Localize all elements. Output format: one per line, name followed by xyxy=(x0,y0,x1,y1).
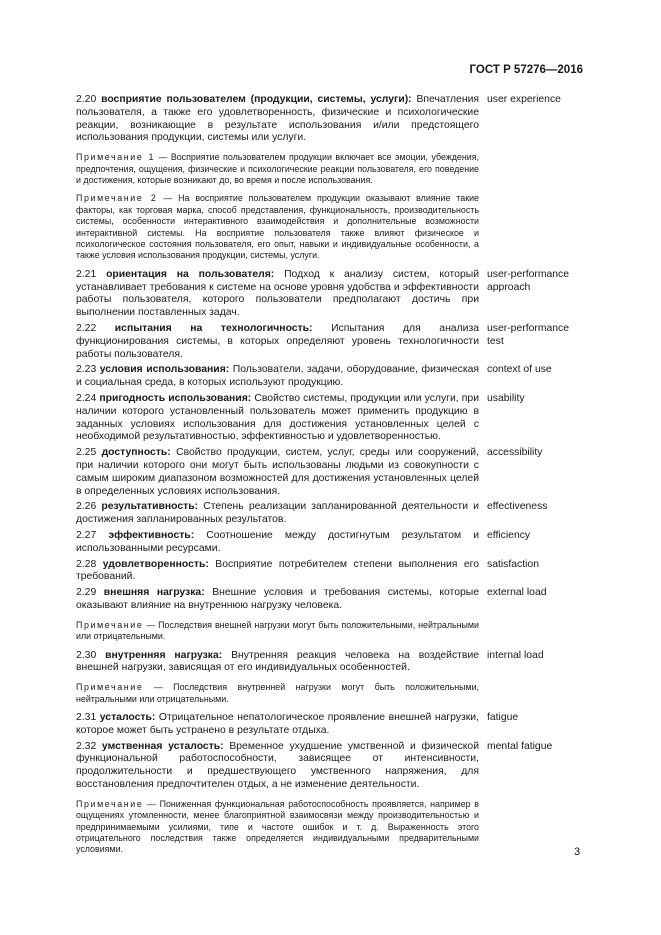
term-number: 2.30 xyxy=(76,649,97,661)
term-name: внешняя нагрузка: xyxy=(103,587,205,599)
term-name: восприятие пользователем (продукции, системы, услуги): xyxy=(101,94,412,105)
term-entry xyxy=(76,447,596,498)
term-note xyxy=(76,620,479,643)
term-definition xyxy=(76,94,479,145)
english-equivalent: internal load xyxy=(487,649,544,661)
english-equivalent: fatigue xyxy=(487,711,519,723)
note-label: Примечание xyxy=(76,798,144,809)
term-entry xyxy=(76,269,596,320)
term-entry xyxy=(76,94,596,145)
document-standard-header: ГОСТ Р 57276—2016 xyxy=(469,64,583,76)
english-equivalent: user experience xyxy=(487,94,561,105)
note-label: Примечание 1 xyxy=(76,152,155,163)
term-number: 2.27 xyxy=(76,529,97,541)
term-definition xyxy=(76,447,479,498)
english-equivalent: user-performance test xyxy=(487,323,570,347)
term-name: условия использования: xyxy=(99,364,230,376)
english-equivalent: accessibility xyxy=(487,447,543,459)
term-number: 2.29 xyxy=(76,587,97,599)
note-label: Примечание 2 xyxy=(76,193,158,204)
english-equivalent: satisfaction xyxy=(487,558,539,570)
term-name: результативность: xyxy=(101,501,199,513)
term-text: Испытания для анализа функционирования системы, в которых определяют уровень технологичности работы пользователя. xyxy=(76,323,479,360)
term-definition xyxy=(76,650,479,676)
term-text: Впечатления пользователя, а также его удовлетворенность, физические и психологические реакции, возникающие в результате использования и/или предстоящего использования продукции, системы или услуги. xyxy=(76,94,479,144)
term-note xyxy=(76,682,479,705)
english-equivalent: context of use xyxy=(487,364,552,376)
term-definition xyxy=(76,323,479,361)
note-text: — Восприятие пользователем продукции включает все эмоции, убеждения, предпочтения, ощущения, физические и психологические реакции пользователя, его поведение и достижения, которые возникают до, во время и после использования. xyxy=(76,152,479,185)
term-text: Восприятие потребителем степени выполнения его требований. xyxy=(76,558,480,583)
term-number: 2.28 xyxy=(76,558,97,570)
term-name: удовлетворенность: xyxy=(102,558,209,570)
term-entry xyxy=(76,559,596,585)
terms-section xyxy=(76,94,596,863)
term-note xyxy=(76,799,479,856)
term-number: 2.25 xyxy=(76,447,97,459)
term-entry xyxy=(76,323,596,361)
term-text: Свойство продукции, систем, услуг, среды или сооружений, при наличии которого они могут быть использованы людьми из совокупности с самым широким диапазоном возможностей для достижения установленных целей в определенных условиях использования. xyxy=(76,447,479,497)
page-number: 3 xyxy=(574,846,581,858)
term-name: усталость: xyxy=(99,711,156,723)
term-definition xyxy=(76,559,479,585)
note-label: Примечание xyxy=(76,682,144,693)
term-text: Соотношение между достигнутым результатом и использованными ресурсами. xyxy=(76,529,480,554)
term-definition xyxy=(76,587,479,613)
term-definition xyxy=(76,501,479,527)
english-equivalent: effectiveness xyxy=(487,501,548,513)
term-number: 2.20 xyxy=(76,94,97,105)
term-number: 2.26 xyxy=(76,501,97,513)
note-label: Примечание xyxy=(76,619,144,630)
term-text: Подход к анализу систем, который устанавливает требования к системе на основе уровня удобства и эффективности работы пользователя, которого пользователи предполагают достичь при выполнении поставленных задач. xyxy=(76,268,480,319)
note-text: — Последствия внешней нагрузки могут быть положительными, нейтральными или отрицательными. xyxy=(76,619,479,642)
note-text: — Пониженная функциональная работоспособность проявляется, например в ощущениях утомленности, менее благоприятной взаимосвязи между производительностью и предпринимаемыми усилиями, типе и частоте ошибок и т. д. Выраженность этого отрицательного последствия также определяется индивидуальными предварительными условиями. xyxy=(76,798,479,855)
english-equivalent: external load xyxy=(487,587,547,599)
term-text: Свойство системы, продукции или услуги, при наличии которого установленный пользователь может применить продукцию в заданных условиях использования для достижения установленных целей с необходимой результативностью, эффективностью и удовлетворенностью. xyxy=(76,393,480,443)
note-text: — Последствия внутренней нагрузки могут быть положительными, нейтральными или отрицательными. xyxy=(76,682,479,704)
term-text: Отрицательное непатологическое проявление внешней нагрузки, которое может быть устранено в результате отдыха. xyxy=(76,711,479,736)
term-entry xyxy=(76,741,596,792)
term-name: пригодность использования: xyxy=(99,393,252,405)
english-equivalent: mental fatigue xyxy=(487,740,553,752)
term-text: Степень реализации запланированной деятельности и достижения запланированных результатов. xyxy=(76,501,479,526)
term-name: внутренняя нагрузка: xyxy=(105,649,223,661)
term-number: 2.32 xyxy=(76,740,97,752)
term-number: 2.23 xyxy=(76,364,97,376)
term-entry xyxy=(76,650,596,676)
term-text: Временное ухудшение умственной и физической функциональной работоспособности, зависящее от интенсивности, продолжительности и предшествующего умственного напряжения, для восстановления предпочтителен отдых, а не изменение деятельности. xyxy=(76,740,479,790)
term-text: Пользователи, задачи, оборудование, физическая и социальная среда, в которых используют продукцию. xyxy=(76,364,480,389)
english-equivalent: usability xyxy=(487,393,525,405)
term-name: ориентация на пользователя: xyxy=(106,268,275,280)
term-number: 2.22 xyxy=(76,323,97,335)
term-name: доступность: xyxy=(101,447,171,459)
term-note xyxy=(76,193,479,261)
term-definition xyxy=(76,393,479,444)
term-entry xyxy=(76,712,596,738)
term-note xyxy=(76,152,479,186)
term-entry xyxy=(76,393,596,444)
term-name: эффективность: xyxy=(108,529,195,541)
term-entry xyxy=(76,364,596,390)
english-equivalent: efficiency xyxy=(487,529,531,541)
term-text: Внутренняя реакция человека на воздействие внешней нагрузки, зависящая от его индивидуальных особенностей. xyxy=(76,649,480,674)
term-entry xyxy=(76,530,596,556)
note-text: — На восприятие пользователем продукции оказывают влияние такие факторы, как торговая марка, способ представления, функциональность, производительность системы, особенности интерактивного взаимодействия и дополнительные возможности интерактивной системы. На восприятие пользователя также влияют физическое и психологическое состояния пользователя, его опыт, навыки и индивидуальные особенности, а также условия использования продукции, системы, услуги. xyxy=(76,193,479,261)
term-name: умственная усталость: xyxy=(101,740,224,752)
term-definition xyxy=(76,741,479,792)
term-definition xyxy=(76,712,479,738)
term-definition xyxy=(76,364,479,390)
term-entry xyxy=(76,587,596,613)
term-number: 2.21 xyxy=(76,268,97,280)
term-name: испытания на технологичность: xyxy=(114,323,313,335)
term-number: 2.24 xyxy=(76,393,97,405)
term-number: 2.31 xyxy=(76,711,97,723)
english-equivalent: user-performance approach xyxy=(487,268,570,293)
term-definition xyxy=(76,530,479,556)
term-entry xyxy=(76,501,596,527)
term-text: Внешние условия и требования системы, которые оказывают влияние на внутреннюю нагрузку человека. xyxy=(76,587,480,611)
term-definition xyxy=(76,269,479,320)
